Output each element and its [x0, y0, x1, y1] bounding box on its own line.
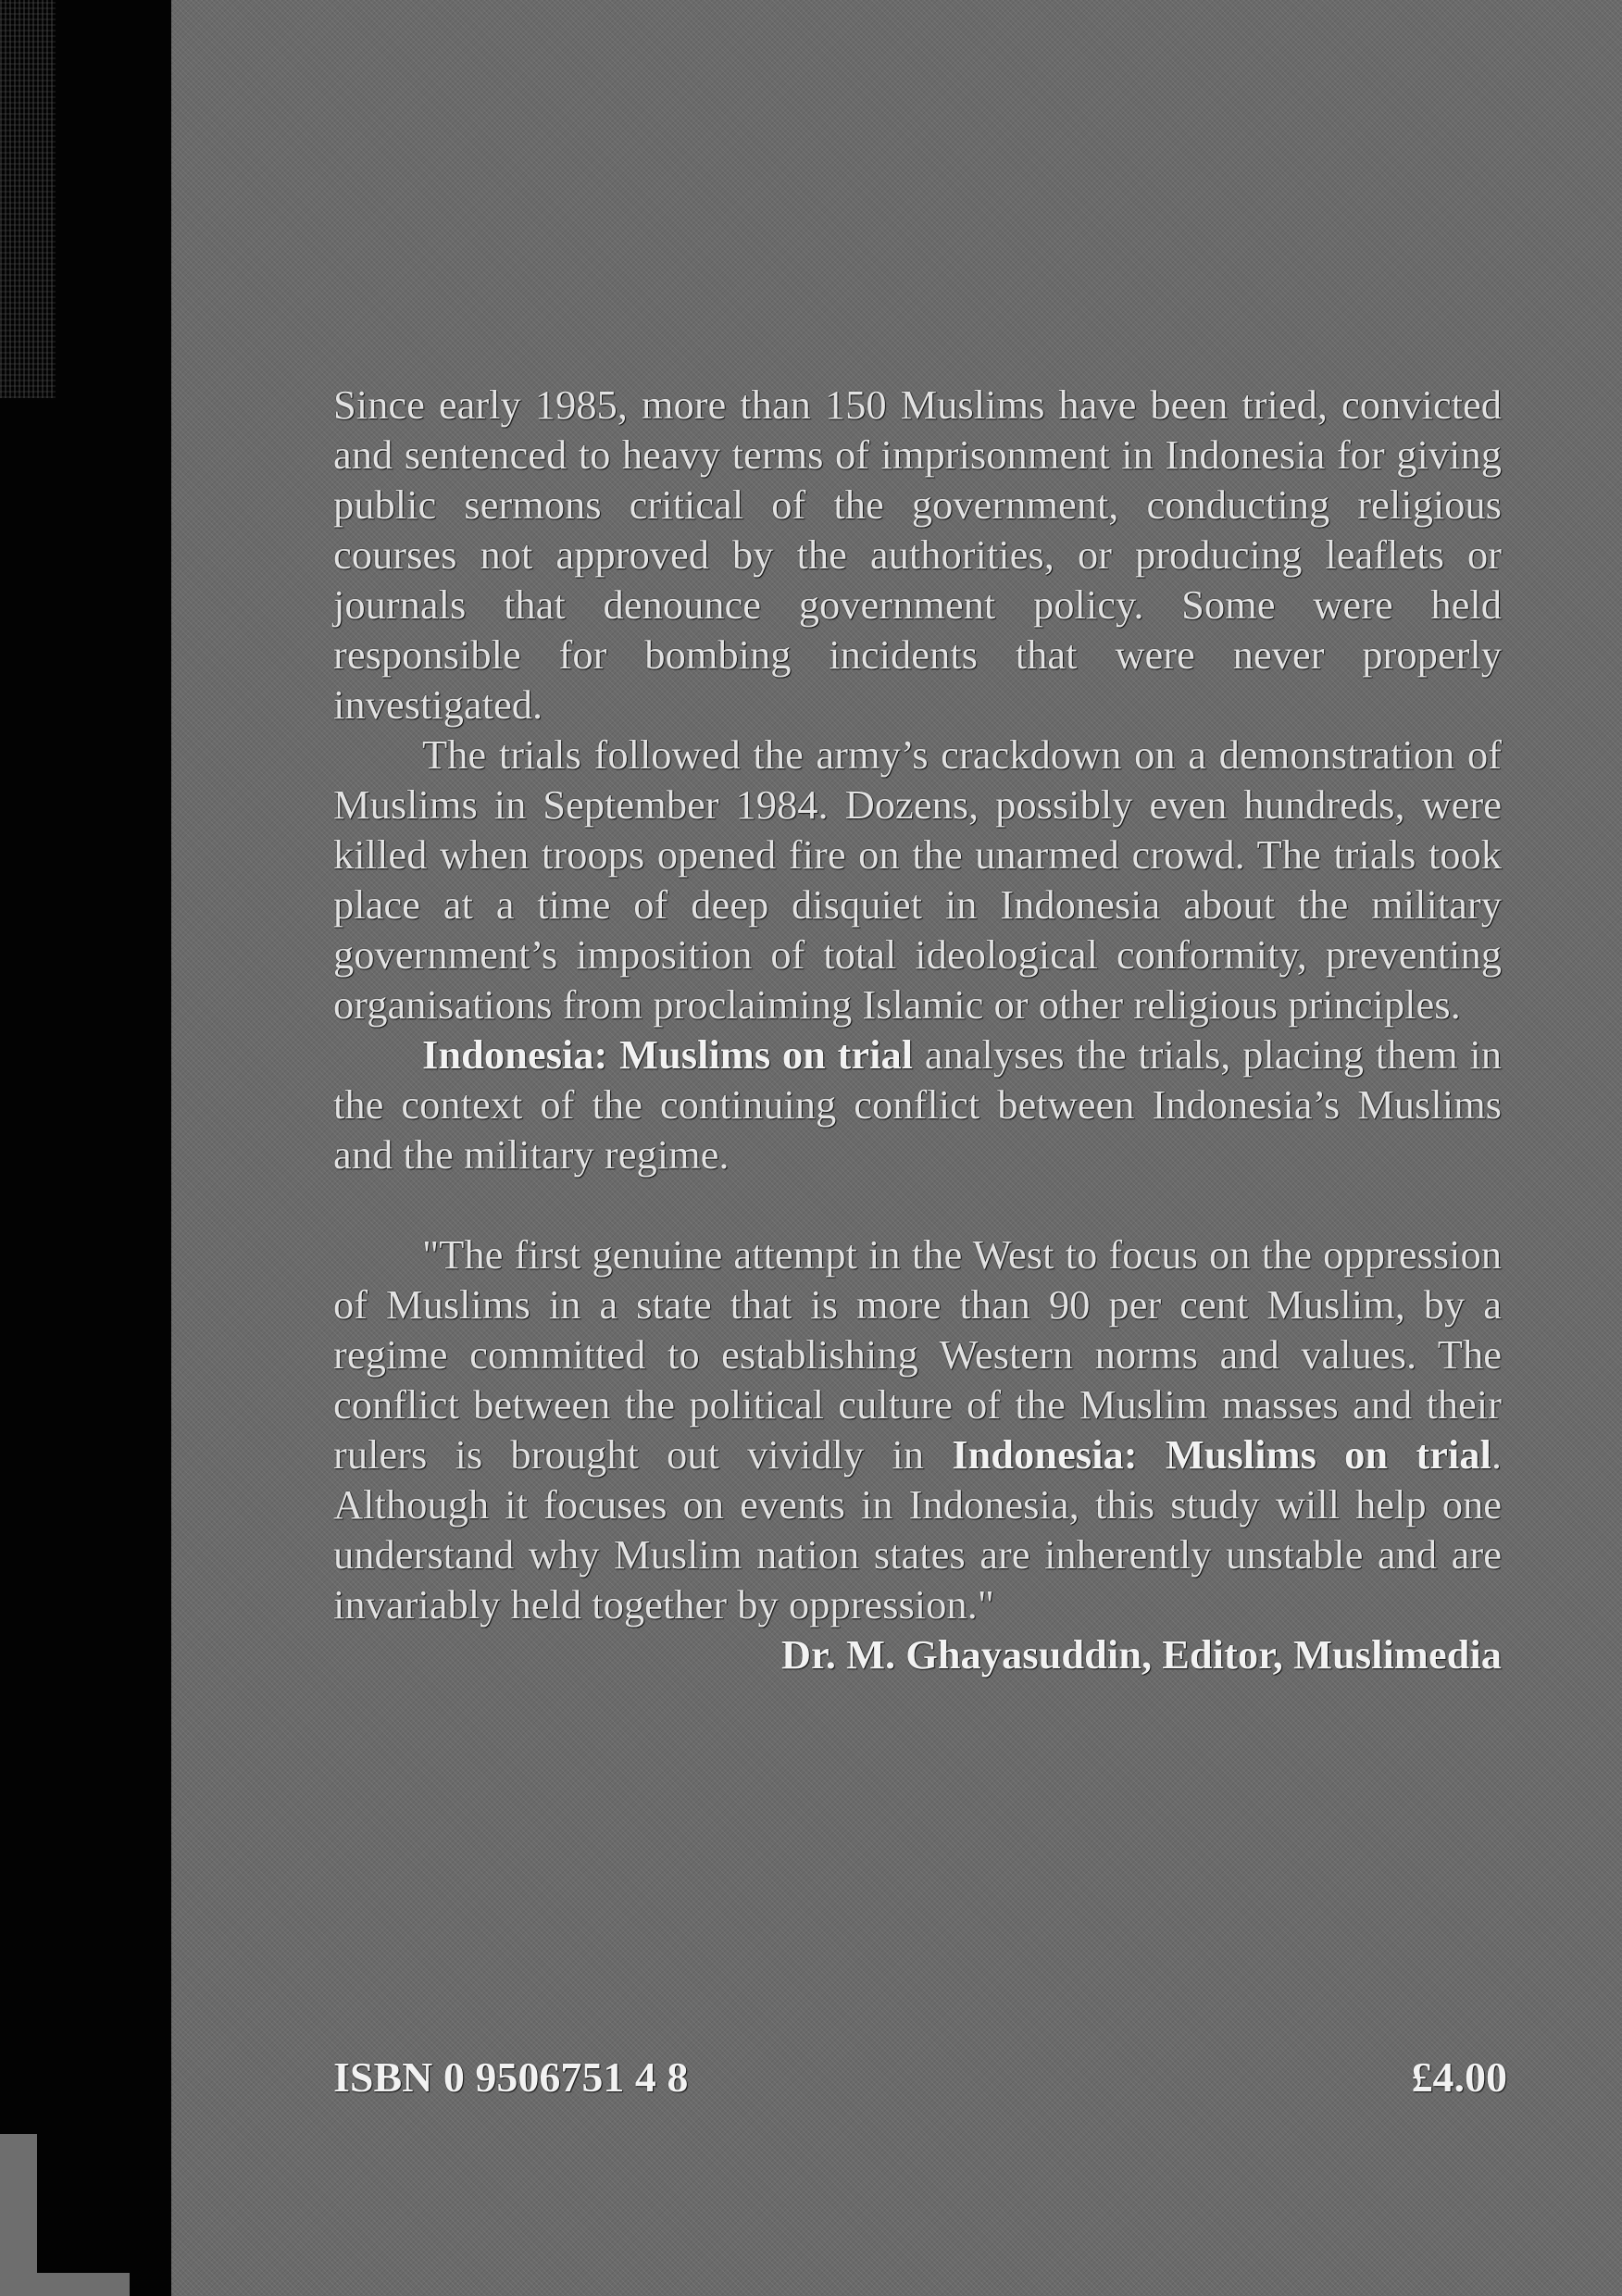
spine-edge-block	[0, 2134, 130, 2296]
cover-footer	[333, 2053, 1507, 2102]
quote-attribution: Dr. M. Ghayasuddin, Editor, Muslimedia	[780, 1631, 1502, 1678]
isbn-label: ISBN 0 9506751 4 8	[333, 2053, 689, 2101]
quote-text-start: "The first genuine attempt in the West to focus on the oppression of Muslims in a state that is more than 90 per cent Muslim, by a regime committed to establishing Western norms and values. The conflict between the political culture of the Muslim masses and their rulers is brought out vividly in	[333, 1231, 1502, 1478]
review-quote	[333, 1229, 1502, 1629]
blurb-paragraph-3	[333, 1029, 1502, 1179]
blurb-paragraph-1: Since early 1985, more than 150 Muslims have been tried, convicted and sentenced to heavy terms of imprisonment in Indonesia for giving public sermons critical of the government, conducting religious courses not approved by the authorities, or producing leaflets or journals that denounce government policy. Some were held responsible for bombing incidents that were never properly investigated.	[333, 381, 1502, 728]
blurb-paragraph-2: The trials followed the army’s crackdown on a demonstration of Muslims in September 1984. Dozens, possibly even hundreds, were killed when troops opened fire on the unarmed crowd. The trials took place at a time of deep disquiet in Indonesia about the military government’s imposition of total ideological conformity, preventing organisations from proclaiming Islamic or other religious principles.	[333, 731, 1502, 1028]
price-label: £4.00	[1411, 2053, 1507, 2101]
quote-text-end: . Although it focuses on events in Indonesia, this study will help one understand why Muslim nation states are inherently unstable and are invariably held together by oppression."	[333, 1431, 1502, 1628]
blurb-paragraph-3-text: analyses the trials, placing them in the context of the continuing conflict between Indonesia’s Muslims and the military regime.	[333, 1031, 1503, 1178]
spine-texture	[0, 0, 56, 398]
quote-book-title: Indonesia: Muslims on trial	[952, 1431, 1491, 1478]
book-title: Indonesia: Muslims on trial	[422, 1031, 914, 1078]
book-spine	[0, 0, 171, 2296]
blurb-text	[333, 380, 1502, 1679]
